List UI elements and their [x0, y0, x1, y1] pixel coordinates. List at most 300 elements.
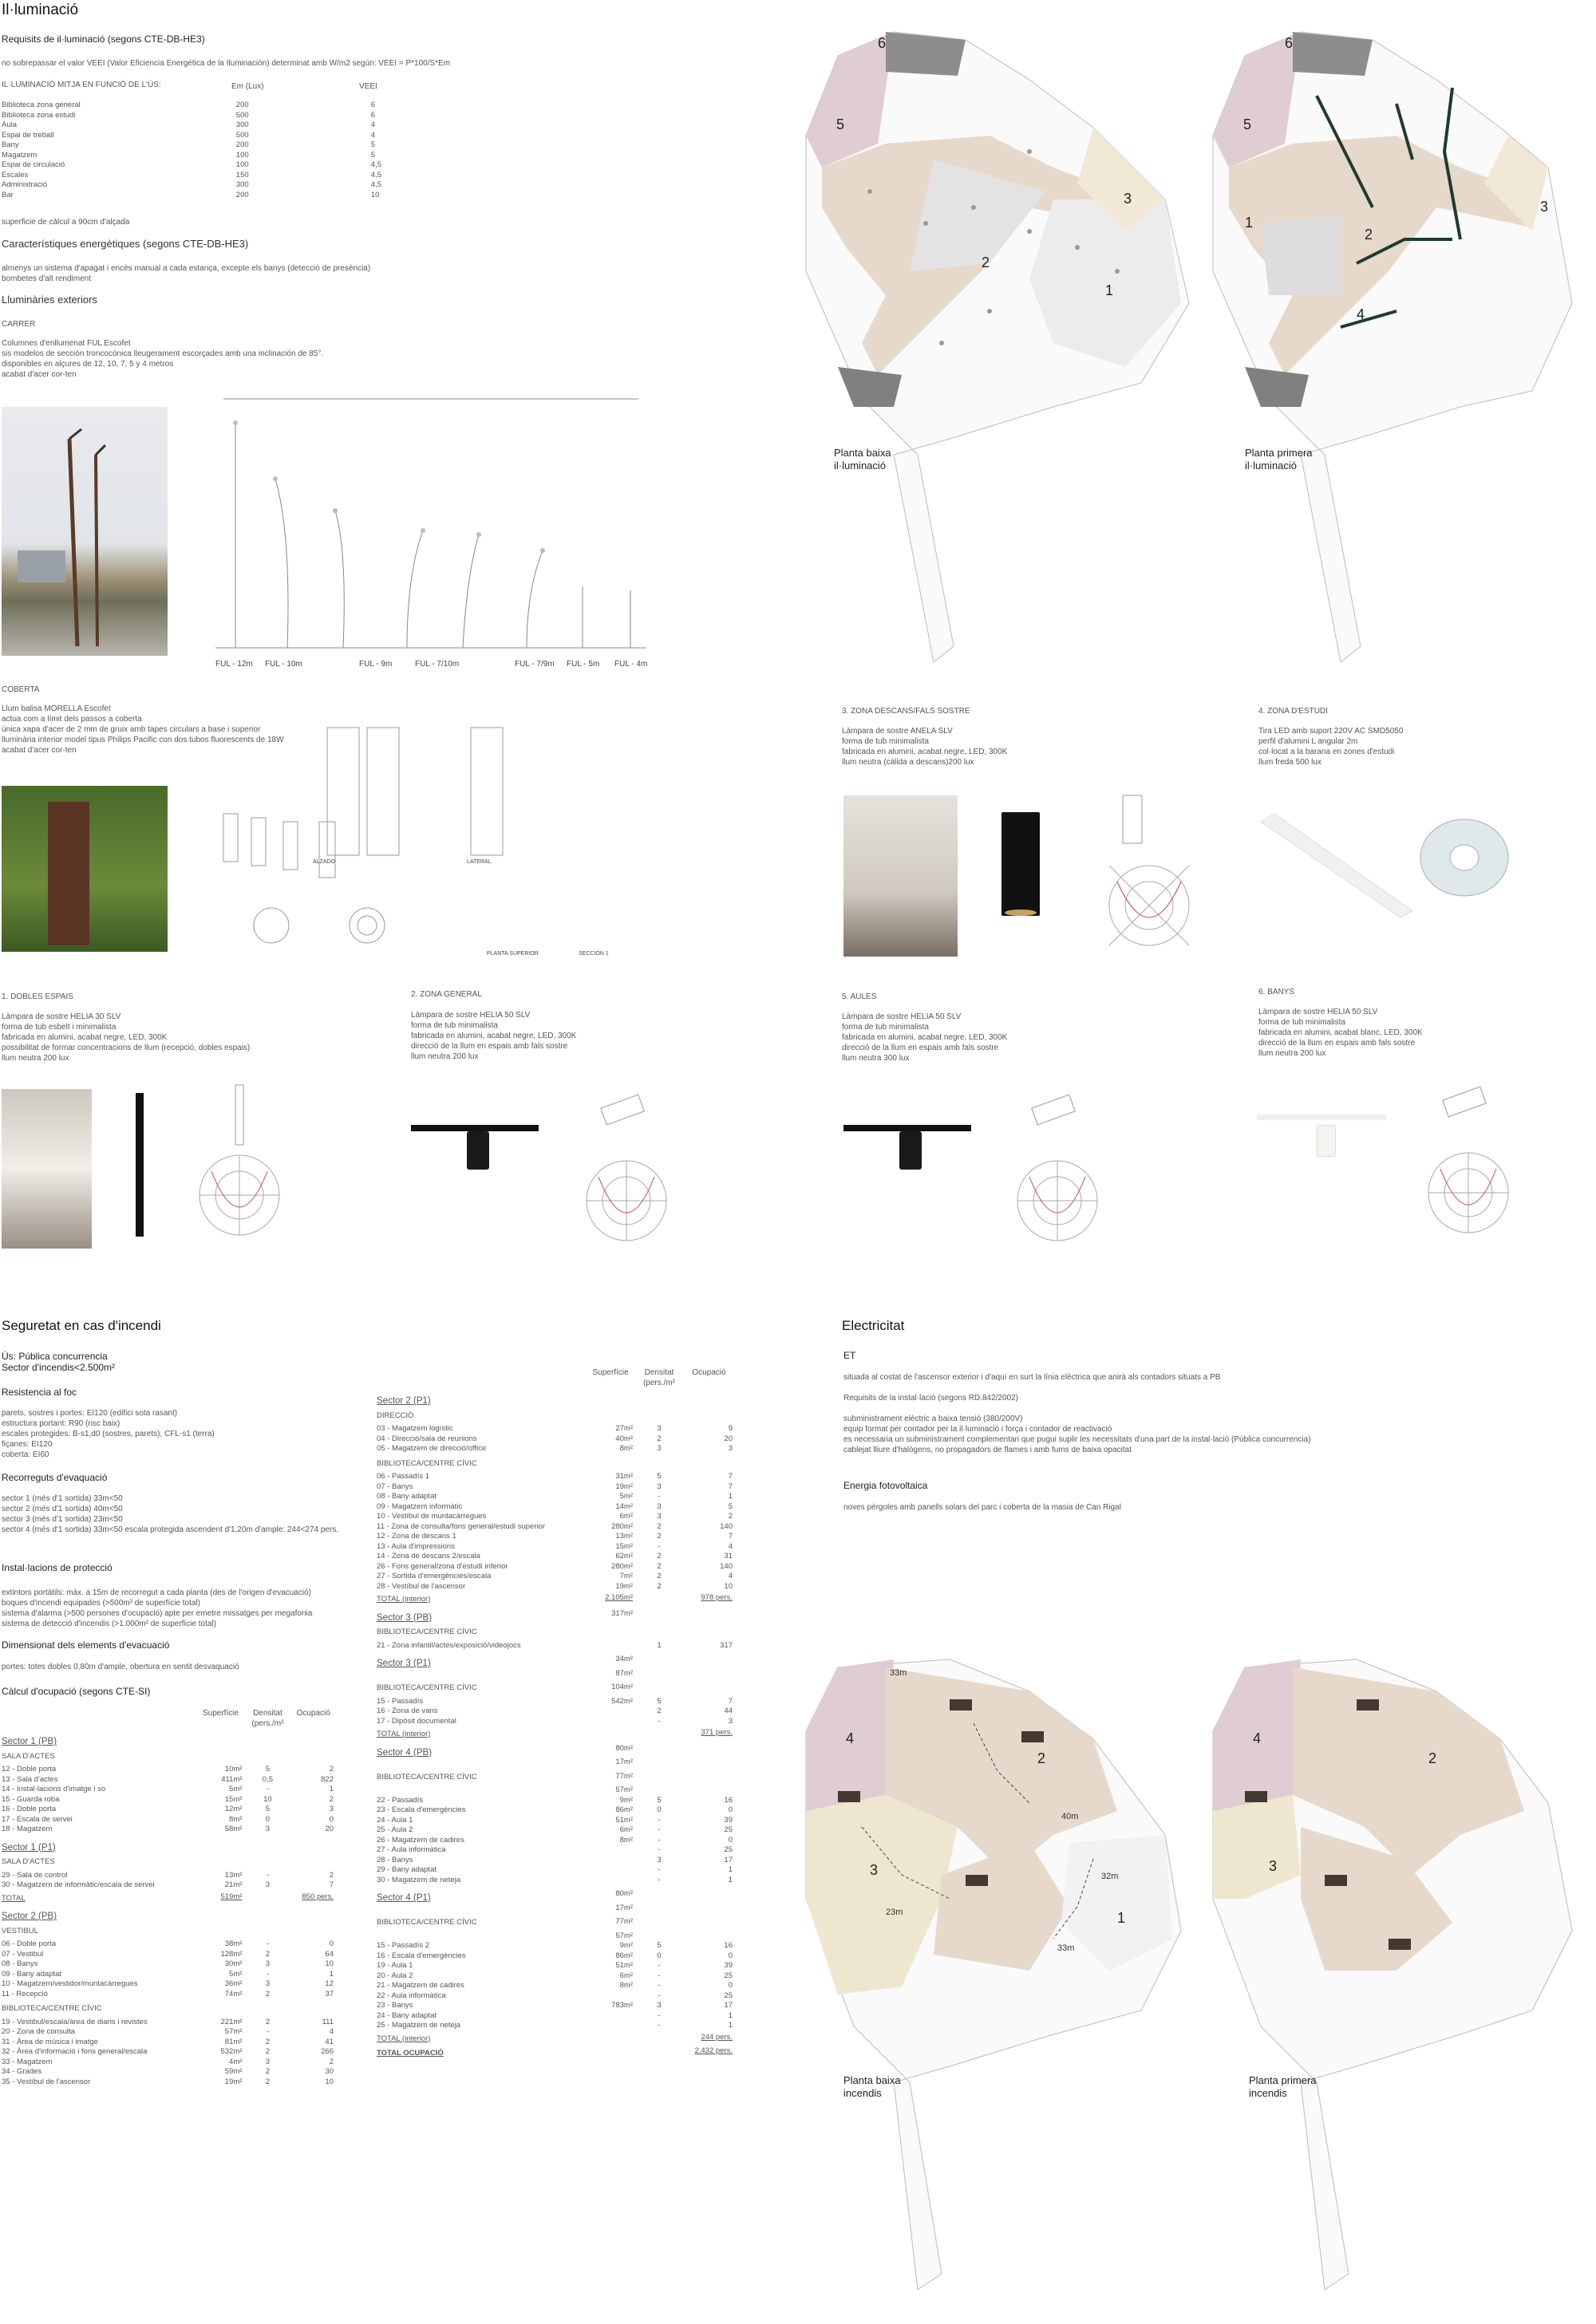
- zone5-spot: [899, 1131, 922, 1170]
- occupancy-header-col_dens: Densitat (pers./m²: [642, 1368, 675, 1387]
- occupancy-d: 3: [657, 1424, 662, 1433]
- occupancy-d: -: [658, 2021, 661, 2030]
- zone5-title: 5. AULES: [842, 992, 877, 1001]
- occupancy-d: -: [266, 1939, 269, 1948]
- lux-row: [2, 131, 385, 141]
- ful-label: FUL - 10m: [265, 660, 302, 669]
- et-text: situada al costat de l'ascensor exterior i d'aquí en surt la línia elèctrica que anirà als contadors situats a PB: [843, 1373, 1221, 1382]
- occupancy-d: [636, 1388, 682, 1407]
- occupancy-s: [585, 1623, 636, 1641]
- occupancy-o: 20: [325, 1825, 334, 1833]
- occupancy-o: [290, 1747, 337, 1766]
- occupancy-row: [377, 1931, 736, 1942]
- svg-text:6: 6: [1285, 35, 1294, 51]
- occupancy-label: Sector 2 (PB): [2, 1912, 57, 1921]
- occupancy-row: [2, 1999, 337, 2018]
- occupancy-row: [377, 1605, 736, 1624]
- lux-cell-veei: 10: [370, 190, 380, 199]
- occupancy-label: 10 - Vestíbul de muntacàrregues: [377, 1512, 487, 1521]
- occupancy-row: [2, 1959, 337, 1970]
- occupancy-d: 2: [265, 1949, 271, 1959]
- seccion-label: SECCIÓN 1: [579, 951, 609, 957]
- occupancy-d: [245, 1747, 290, 1766]
- occupancy-label: [377, 1904, 585, 1914]
- dimension-text: portes: totes dobles 0,80m d'ample, obertura en sentit desvaquació: [2, 1663, 239, 1671]
- occupancy-s: 59m²: [224, 2067, 243, 2076]
- occupancy-d: 5: [265, 1765, 271, 1774]
- svg-text:1: 1: [1117, 1910, 1126, 1926]
- lux-cell-veei: 6: [370, 101, 376, 109]
- occupancy-row: [377, 1717, 736, 1727]
- occupancy-s: 19m²: [615, 1482, 633, 1491]
- plan-ground-lighting-label: Planta baixa il·luminació: [834, 447, 891, 472]
- occupancy-row: [2, 2067, 337, 2077]
- occupancy-o: 266: [321, 2047, 334, 2056]
- occupancy-s: [585, 1717, 636, 1727]
- occupancy-label: 12 - Doble porta: [2, 1765, 57, 1774]
- occupancy-s: 6m²: [619, 1825, 633, 1834]
- occupancy-d: [636, 1726, 682, 1740]
- svg-text:4: 4: [1357, 306, 1365, 322]
- occupancy-o: [682, 1407, 736, 1425]
- lux-row: [2, 171, 385, 181]
- occupancy-row: [377, 1707, 736, 1717]
- coberta-label: COBERTA: [2, 685, 40, 694]
- occupancy-header-blank: [377, 1368, 585, 1388]
- occupancy-d: 5: [265, 1805, 271, 1813]
- occupancy-row: [377, 1941, 736, 1951]
- occupancy-row: [377, 1740, 736, 1758]
- occupancy-s: 783m²: [611, 2001, 633, 2010]
- occupancy-row: [377, 1981, 736, 1991]
- occupancy-o: [290, 1835, 337, 1853]
- occupancy-o: 5: [728, 1501, 733, 1511]
- occupancy-row: [377, 2001, 736, 2011]
- occupancy-d: 2: [657, 1552, 662, 1561]
- occupancy-s: 12m²: [224, 1805, 243, 1813]
- ful-elevations-drawing: [207, 391, 654, 670]
- plan-ground-fire: [790, 1635, 1205, 2322]
- occupancy-s: 10m²: [224, 1765, 243, 1774]
- occupancy-s: 80m²: [615, 1743, 633, 1753]
- occupancy-d: 3: [265, 1880, 271, 1889]
- occupancy-label: 21 - Zona infantil/actes/exposició/videojocs: [377, 1640, 521, 1650]
- zone6-track: [1257, 1115, 1386, 1120]
- occupancy-s: [585, 1707, 636, 1717]
- lux-table: [2, 101, 385, 200]
- occupancy-d: [636, 1758, 682, 1768]
- lux-row: [2, 120, 385, 131]
- occupancy-s: 36m²: [224, 1979, 243, 1988]
- occupancy-o: 3: [329, 1805, 334, 1813]
- occupancy-s: 5m²: [619, 1492, 633, 1501]
- occupancy-o: 978 pers.: [701, 1593, 733, 1602]
- occupancy-d: 2: [265, 2067, 271, 2076]
- occupancy-o: 2: [728, 1512, 733, 1521]
- occupancy-row: [377, 2011, 736, 2022]
- occupancy-s: 27m²: [615, 1424, 633, 1433]
- occupancy-d: 0: [657, 1951, 662, 1960]
- occupancy-label: 11 - Recepció: [2, 1989, 48, 1998]
- occupancy-row: [2, 1835, 337, 1853]
- occupancy-row: [2, 1805, 337, 1815]
- occupancy-d: 5: [657, 1472, 662, 1481]
- occupancy-row: [377, 1552, 736, 1562]
- occupancy-row: [377, 1623, 736, 1641]
- occupancy-label: 19 - Aula 1: [377, 1961, 413, 1970]
- occupancy-d: 5: [657, 1941, 662, 1950]
- occupancy-d: [636, 1592, 682, 1605]
- occupancy-d: [636, 1785, 682, 1796]
- occupancy-o: 39: [724, 1961, 733, 1970]
- occupancy-o: [290, 1999, 337, 2018]
- occupancy-s: 77m²: [615, 1917, 633, 1926]
- occupancy-d: 2: [265, 2077, 271, 2086]
- zone1-text: Làmpara de sostre HELIA 30 SLV forma de tub esbelt i minimalista fabricada en alumini, acabat negre, LED, 300K possibilitat de formar concentracions de llum (recepció, dobles espais) llum neutra 200 lux: [2, 1012, 251, 1063]
- zone5-photometric: [1005, 1089, 1109, 1249]
- occupancy-o: 4: [329, 2027, 334, 2036]
- svg-text:2: 2: [1428, 1750, 1437, 1766]
- plan-ground-fire-label: Planta baixa incendis: [843, 2074, 901, 2099]
- occupancy-row: [2, 1775, 337, 1785]
- occupancy-row: [377, 1482, 736, 1493]
- occupancy-row: [377, 1542, 736, 1553]
- zone5-text: Làmpara de sostre HELIA 50 SLV forma de tub minimalista fabricada en alumini, acabat negre, LED, 300K direcció de la llum en espais amb fals sostre llum neutra 300 lux: [842, 1012, 1008, 1063]
- occupancy-row: [2, 1939, 337, 1950]
- occupancy-o: 140: [720, 1561, 733, 1571]
- occupancy-row: [377, 1758, 736, 1768]
- lux-cell-em: 300: [235, 120, 249, 129]
- occupancy-row: [377, 1951, 736, 1962]
- occupancy-label: 35 - Vestíbul de l'ascensor: [2, 2077, 91, 2086]
- occupancy-s: 542m²: [611, 1696, 633, 1706]
- occupancy-s: [585, 2044, 636, 2059]
- occupancy-label: 15 - Guarda robа: [2, 1794, 60, 1804]
- protection-text: extintors portàtils: màx. a 15m de recorregut a cada planta (des de l'origen d'evacuació) boques d'incendi equipades (>500m² de superfície total) sistema d'alarma (>500 persones d'ocupació) apte per emetre missatges per megafonia sistema de detecció d'incendis (>1.000m² de superfície total): [2, 1588, 313, 1628]
- occupancy-table-1: [2, 1709, 337, 2087]
- occupancy-s: 4m²: [229, 2057, 243, 2066]
- occupancy-label: 25 - Aula 2: [377, 1825, 413, 1834]
- occupancy-o: [682, 1669, 736, 1679]
- occupancy-s: [585, 1865, 636, 1876]
- occupancy-label: [377, 1758, 585, 1768]
- occupancy-label: Sector 3 (PB): [377, 1612, 433, 1623]
- occupancy-d: 0,5: [262, 1774, 274, 1784]
- occupancy-row: [377, 1856, 736, 1866]
- occupancy-label: 23 - Banys: [377, 2001, 413, 2010]
- occupancy-label: SALA D'ACTES: [2, 1857, 55, 1866]
- streetlight-photo-drawing: [2, 407, 168, 656]
- occupancy-header-col_ocup: Ocupació: [296, 1709, 330, 1718]
- occupancy-o: 2: [329, 2057, 334, 2066]
- occupancy-s: [585, 1991, 636, 2002]
- occupancy-row: [2, 1825, 337, 1835]
- evacuation-text: sector 1 (més d'1 sortida) 33m<50 sector 2 (més d'1 sortida) 40m<50 sector 3 (més d'1 sortida) 23m<50 sector 4 (més d'1 sortida) 33m<50 escala protegida ascendent d'1,20m d'ample: 244<274 pers.: [2, 1494, 339, 1534]
- svg-text:4: 4: [1253, 1730, 1262, 1746]
- occupancy-label: 24 - Bany adaptat: [377, 2010, 437, 2020]
- occupancy-row: [377, 1444, 736, 1454]
- occupancy-row: [377, 1651, 736, 1669]
- occupancy-s: 6m²: [619, 1512, 633, 1521]
- occupancy-row: [377, 1913, 736, 1931]
- occupancy-s: 15m²: [615, 1541, 633, 1551]
- occupancy-d: 5: [657, 1795, 662, 1805]
- occupancy-o: 25: [724, 1845, 733, 1854]
- occupancy-o: [682, 1679, 736, 1697]
- occupancy-d: -: [658, 1845, 661, 1854]
- occupancy-header-blank: [2, 1709, 196, 1729]
- occupancy-table: [2, 1709, 337, 2087]
- occupancy-o: 31: [724, 1552, 733, 1561]
- occupancy-row: [2, 1852, 337, 1871]
- occupancy-s: 87m²: [615, 1668, 633, 1678]
- occupancy-o: 111: [322, 2017, 334, 2026]
- occupancy-s: 17m²: [615, 1903, 633, 1912]
- occupancy-d: [636, 1885, 682, 1904]
- occupancy-o: 7: [728, 1472, 733, 1481]
- occupancy-s: [196, 1922, 246, 1940]
- occupancy-o: 1: [728, 1492, 733, 1501]
- occupancy-s: 40m²: [615, 1434, 633, 1443]
- occupancy-s: 14m²: [615, 1501, 633, 1511]
- occupancy-d: [636, 1913, 682, 1931]
- occupancy-d: [636, 1454, 682, 1473]
- occupancy-s: 8m²: [229, 1814, 243, 1824]
- occupancy-row: [377, 1697, 736, 1707]
- occupancy-o: 3: [728, 1716, 733, 1726]
- occupancy-s: 57m²: [224, 2027, 243, 2036]
- lux-cell-use: Espai de treball: [2, 130, 54, 140]
- occupancy-label: 23 - Escala d'emergències: [377, 1805, 466, 1814]
- occupancy-row: [377, 1796, 736, 1806]
- occupancy-header-col_ocup: Ocupació: [692, 1368, 726, 1377]
- occupancy-s: 77m²: [615, 1771, 633, 1781]
- occupancy-o: [682, 1768, 736, 1786]
- occupancy-d: -: [658, 1991, 661, 2000]
- occupancy-row: [2, 2077, 337, 2088]
- occupancy-row: [2, 1922, 337, 1940]
- occupancy-label: 17 - Escala de servei: [2, 1814, 73, 1824]
- occupancy-o: [682, 1885, 736, 1904]
- occupancy-d: -: [658, 2010, 661, 2020]
- occupancy-s: 519m²: [220, 1892, 243, 1901]
- occupancy-label: 09 - Magatzem informàtic: [377, 1501, 463, 1511]
- occupancy-d: -: [658, 1825, 661, 1834]
- lux-col-veei: VEEI: [359, 82, 377, 91]
- zone3-photo: [843, 795, 958, 957]
- occupancy-o: [682, 1785, 736, 1796]
- occupancy-d: [245, 1852, 290, 1871]
- occupancy-s: 51m²: [615, 1961, 633, 1970]
- lighting-title: Il·luminació: [2, 2, 79, 18]
- lux-cell-use: Escales: [2, 170, 29, 180]
- occupancy-d: 1: [657, 1640, 662, 1650]
- occupancy-d: -: [658, 1961, 661, 1970]
- occupancy-label: 03 - Magatzem logístic: [377, 1424, 453, 1433]
- occupancy-label: 25 - Magatzem de neteja: [377, 2021, 461, 2030]
- lux-row: [2, 160, 385, 171]
- occupancy-o: 25: [724, 1825, 733, 1834]
- occupancy-s: 58m²: [224, 1825, 243, 1833]
- occupancy-label: 13 - Sala d'actes: [2, 1774, 58, 1784]
- occupancy-label: 33 - Magatzem: [2, 2057, 53, 2066]
- occupancy-label: 15 - Passadís 2: [377, 1941, 430, 1950]
- lux-cell-veei: 4,5: [370, 160, 381, 169]
- occupancy-o: [682, 1454, 736, 1473]
- lux-cell-use: Aula: [2, 120, 18, 129]
- occupancy-row: [2, 1880, 337, 1891]
- protection-title: Instal·lacions de protecció: [2, 1562, 113, 1573]
- occupancy-label: VESTIBUL: [2, 1926, 38, 1935]
- zone4-title: 4. ZONA D'ESTUDI: [1258, 707, 1328, 716]
- occupancy-d: 0: [265, 1814, 271, 1824]
- lux-table-title: IL·LUMINACIÓ MITJA EN FUNCIÓ DE L'ÚS:: [2, 81, 161, 89]
- occupancy-label: 31 - Àrea de música i imatge: [2, 2037, 98, 2046]
- occupancy-o: 850 pers.: [302, 1892, 334, 1901]
- occupancy-label: 16 - Zona de vans: [377, 1707, 438, 1715]
- zone2-text: Làmpara de sostre HELIA 50 SLV forma de tub minimalista fabricada en alumini, acabat negre, LED, 300K direcció de la llum en espais amb fals sostre llum neutra 200 lux: [411, 1011, 577, 1061]
- occupancy-label: 06 - Passadís 1: [377, 1472, 430, 1481]
- occupancy-row: [2, 1970, 337, 1980]
- occupancy-s: [585, 1876, 636, 1886]
- occupancy-s: [585, 1407, 636, 1425]
- occupancy-d: [636, 1651, 682, 1669]
- energy-text: almenys un sistema d'apagat i encès manual a cada estança, excepte els banys (detecció de presència) bombetes d'alt rendiment: [2, 264, 371, 283]
- occupancy-s: [196, 1835, 246, 1853]
- occupancy-label: BIBLIOTECA/CENTRE CÍVIC: [377, 1683, 477, 1692]
- dist-label-1: 33m: [890, 1668, 907, 1678]
- bollard-shape: [48, 802, 89, 945]
- zone1-photometric: [196, 1083, 291, 1243]
- occupancy-o: 0: [728, 1835, 733, 1845]
- occupancy-o: 7: [728, 1696, 733, 1706]
- plan-first-fire: [1197, 1635, 1596, 2322]
- occupancy-row: [377, 1991, 736, 2002]
- occupancy-label: 06 - Doble porta: [2, 1939, 57, 1948]
- plan-first-fire-label: Planta primera incendis: [1249, 2074, 1317, 2099]
- zone5-track: [843, 1125, 971, 1131]
- occupancy-s: 57m²: [615, 1931, 633, 1940]
- occupancy-row: [2, 2047, 337, 2058]
- zone4-text: Tira LED amb suport 220V AC SMD5050 perfil d'alumini L angular 2m col·locat a la barana en zones d'estudi llum freda 500 lux: [1258, 727, 1404, 767]
- occupancy-s: 2.105m²: [605, 1593, 633, 1602]
- occupancy-o: 7: [728, 1532, 733, 1541]
- occupancy-s: 8m²: [619, 1835, 633, 1845]
- occupancy-row: [2, 1871, 337, 1881]
- occupancy-s: [196, 1729, 246, 1747]
- occupancy-o: 2.432 pers.: [694, 2046, 733, 2055]
- lux-cell-em: 500: [235, 130, 249, 140]
- lux-cell-em: 100: [235, 150, 249, 160]
- occupancy-row: [2, 1785, 337, 1795]
- occupancy-o: [290, 1922, 337, 1940]
- lux-cell-em: 500: [235, 110, 249, 120]
- zone6-title: 6. BANYS: [1258, 988, 1295, 996]
- occupancy-label: 16 - Escala d'emergències: [377, 1951, 466, 1960]
- lux-cell-use: Magatzem: [2, 150, 38, 160]
- occupancy-label: 24 - Aula 1: [377, 1815, 413, 1825]
- bollard-drawings: [207, 718, 654, 957]
- occupancy-label: 08 - Bany adaptat: [377, 1492, 437, 1501]
- svg-text:3: 3: [1269, 1858, 1278, 1874]
- occupancy-s: 57m²: [615, 1785, 633, 1794]
- pv-title: Energia fotovoltaica: [843, 1480, 928, 1491]
- occupancy-label: 14 - Instal·lacions d'imatge i so: [2, 1785, 106, 1793]
- occupancy-s: 9m²: [619, 1941, 633, 1950]
- occupancy-row: [2, 1990, 337, 2000]
- occupancy-d: [245, 1891, 290, 1904]
- occupancy-o: 64: [325, 1949, 334, 1959]
- pv-text: noves pèrgoles amb panells solars del parc i coberta de la masia de Can Rigal: [843, 1503, 1121, 1512]
- svg-text:2: 2: [1365, 227, 1373, 243]
- lux-cell-veei: 4: [370, 120, 376, 129]
- occupancy-row: [377, 1961, 736, 1971]
- occupancy-label: Sector 4 (P1): [377, 1893, 431, 1903]
- occupancy-s: [585, 1388, 636, 1407]
- occupancy-s: 8m²: [619, 1444, 633, 1453]
- occupancy-d: -: [658, 1835, 661, 1845]
- occupancy-row: [377, 1502, 736, 1513]
- zone6-text: Làmpara de sostre HELIA 50 SLV forma de tub minimalista fabricada en alumini, acabat blanc, LED, 300K direcció de la llum en espais amb fals sostre llum neutra 200 lux: [1258, 1008, 1423, 1058]
- occupancy-row: [377, 1904, 736, 1914]
- evacuation-title: Recorreguts d'evaquació: [2, 1472, 108, 1483]
- occupancy-o: 20: [724, 1434, 733, 1443]
- occupancy-d: -: [266, 2027, 269, 2036]
- occupancy-o: 7: [728, 1482, 733, 1491]
- occupancy-row: [2, 1795, 337, 1805]
- occupancy-s: 51m²: [615, 1815, 633, 1825]
- occupancy-d: 0: [657, 1805, 662, 1814]
- occupancy-d: 3: [265, 1825, 271, 1833]
- lux-cell-em: 200: [235, 101, 249, 109]
- lux-row: [2, 140, 385, 151]
- occupancy-o: [682, 1623, 736, 1641]
- occupancy-d: 10: [263, 1794, 272, 1804]
- zone2-photometric: [575, 1089, 678, 1249]
- occupancy-o: 244 pers.: [701, 2032, 733, 2042]
- occupancy-row: [2, 1747, 337, 1766]
- occupancy-s: 86m²: [615, 1951, 633, 1960]
- occupancy-row: [377, 1865, 736, 1876]
- occupancy-label: DIRECCIÓ: [377, 1411, 414, 1420]
- occupancy-row: [2, 1950, 337, 1960]
- occupancy-row: [2, 1891, 337, 1904]
- occupancy-s: 128m²: [220, 1949, 243, 1959]
- occupancy-d: 2: [657, 1532, 662, 1541]
- occupancy-o: 0: [728, 1951, 733, 1960]
- occupancy-label: 26 - Fons general/zona d'estudi inferior: [377, 1561, 508, 1571]
- occupancy-s: [585, 1856, 636, 1866]
- lux-cell-em: 200: [235, 140, 249, 149]
- et-label: ET: [843, 1350, 856, 1361]
- zone2-spot: [467, 1131, 489, 1170]
- occupancy-label: BIBLIOTECA/CENTRE CÍVIC: [377, 1458, 477, 1468]
- occupancy-d: 2: [657, 1521, 662, 1531]
- occupancy-row: [377, 1726, 736, 1740]
- occupancy-label: Sector 1 (P1): [2, 1842, 56, 1852]
- lux-row: [2, 191, 385, 201]
- occupancy-row: [377, 1669, 736, 1679]
- occupancy-label: 13 - Aula d'impressions: [377, 1541, 455, 1551]
- occupancy-label: 27 - Aula informàtica: [377, 1845, 446, 1854]
- occupancy-o: [682, 1758, 736, 1768]
- occupancy-row: [377, 2021, 736, 2031]
- occupancy-o: 10: [325, 1959, 334, 1968]
- lux-row: [2, 180, 385, 191]
- occupancy-d: 3: [657, 1482, 662, 1491]
- occupancy-row: [377, 1836, 736, 1846]
- zone2-track: [411, 1125, 539, 1131]
